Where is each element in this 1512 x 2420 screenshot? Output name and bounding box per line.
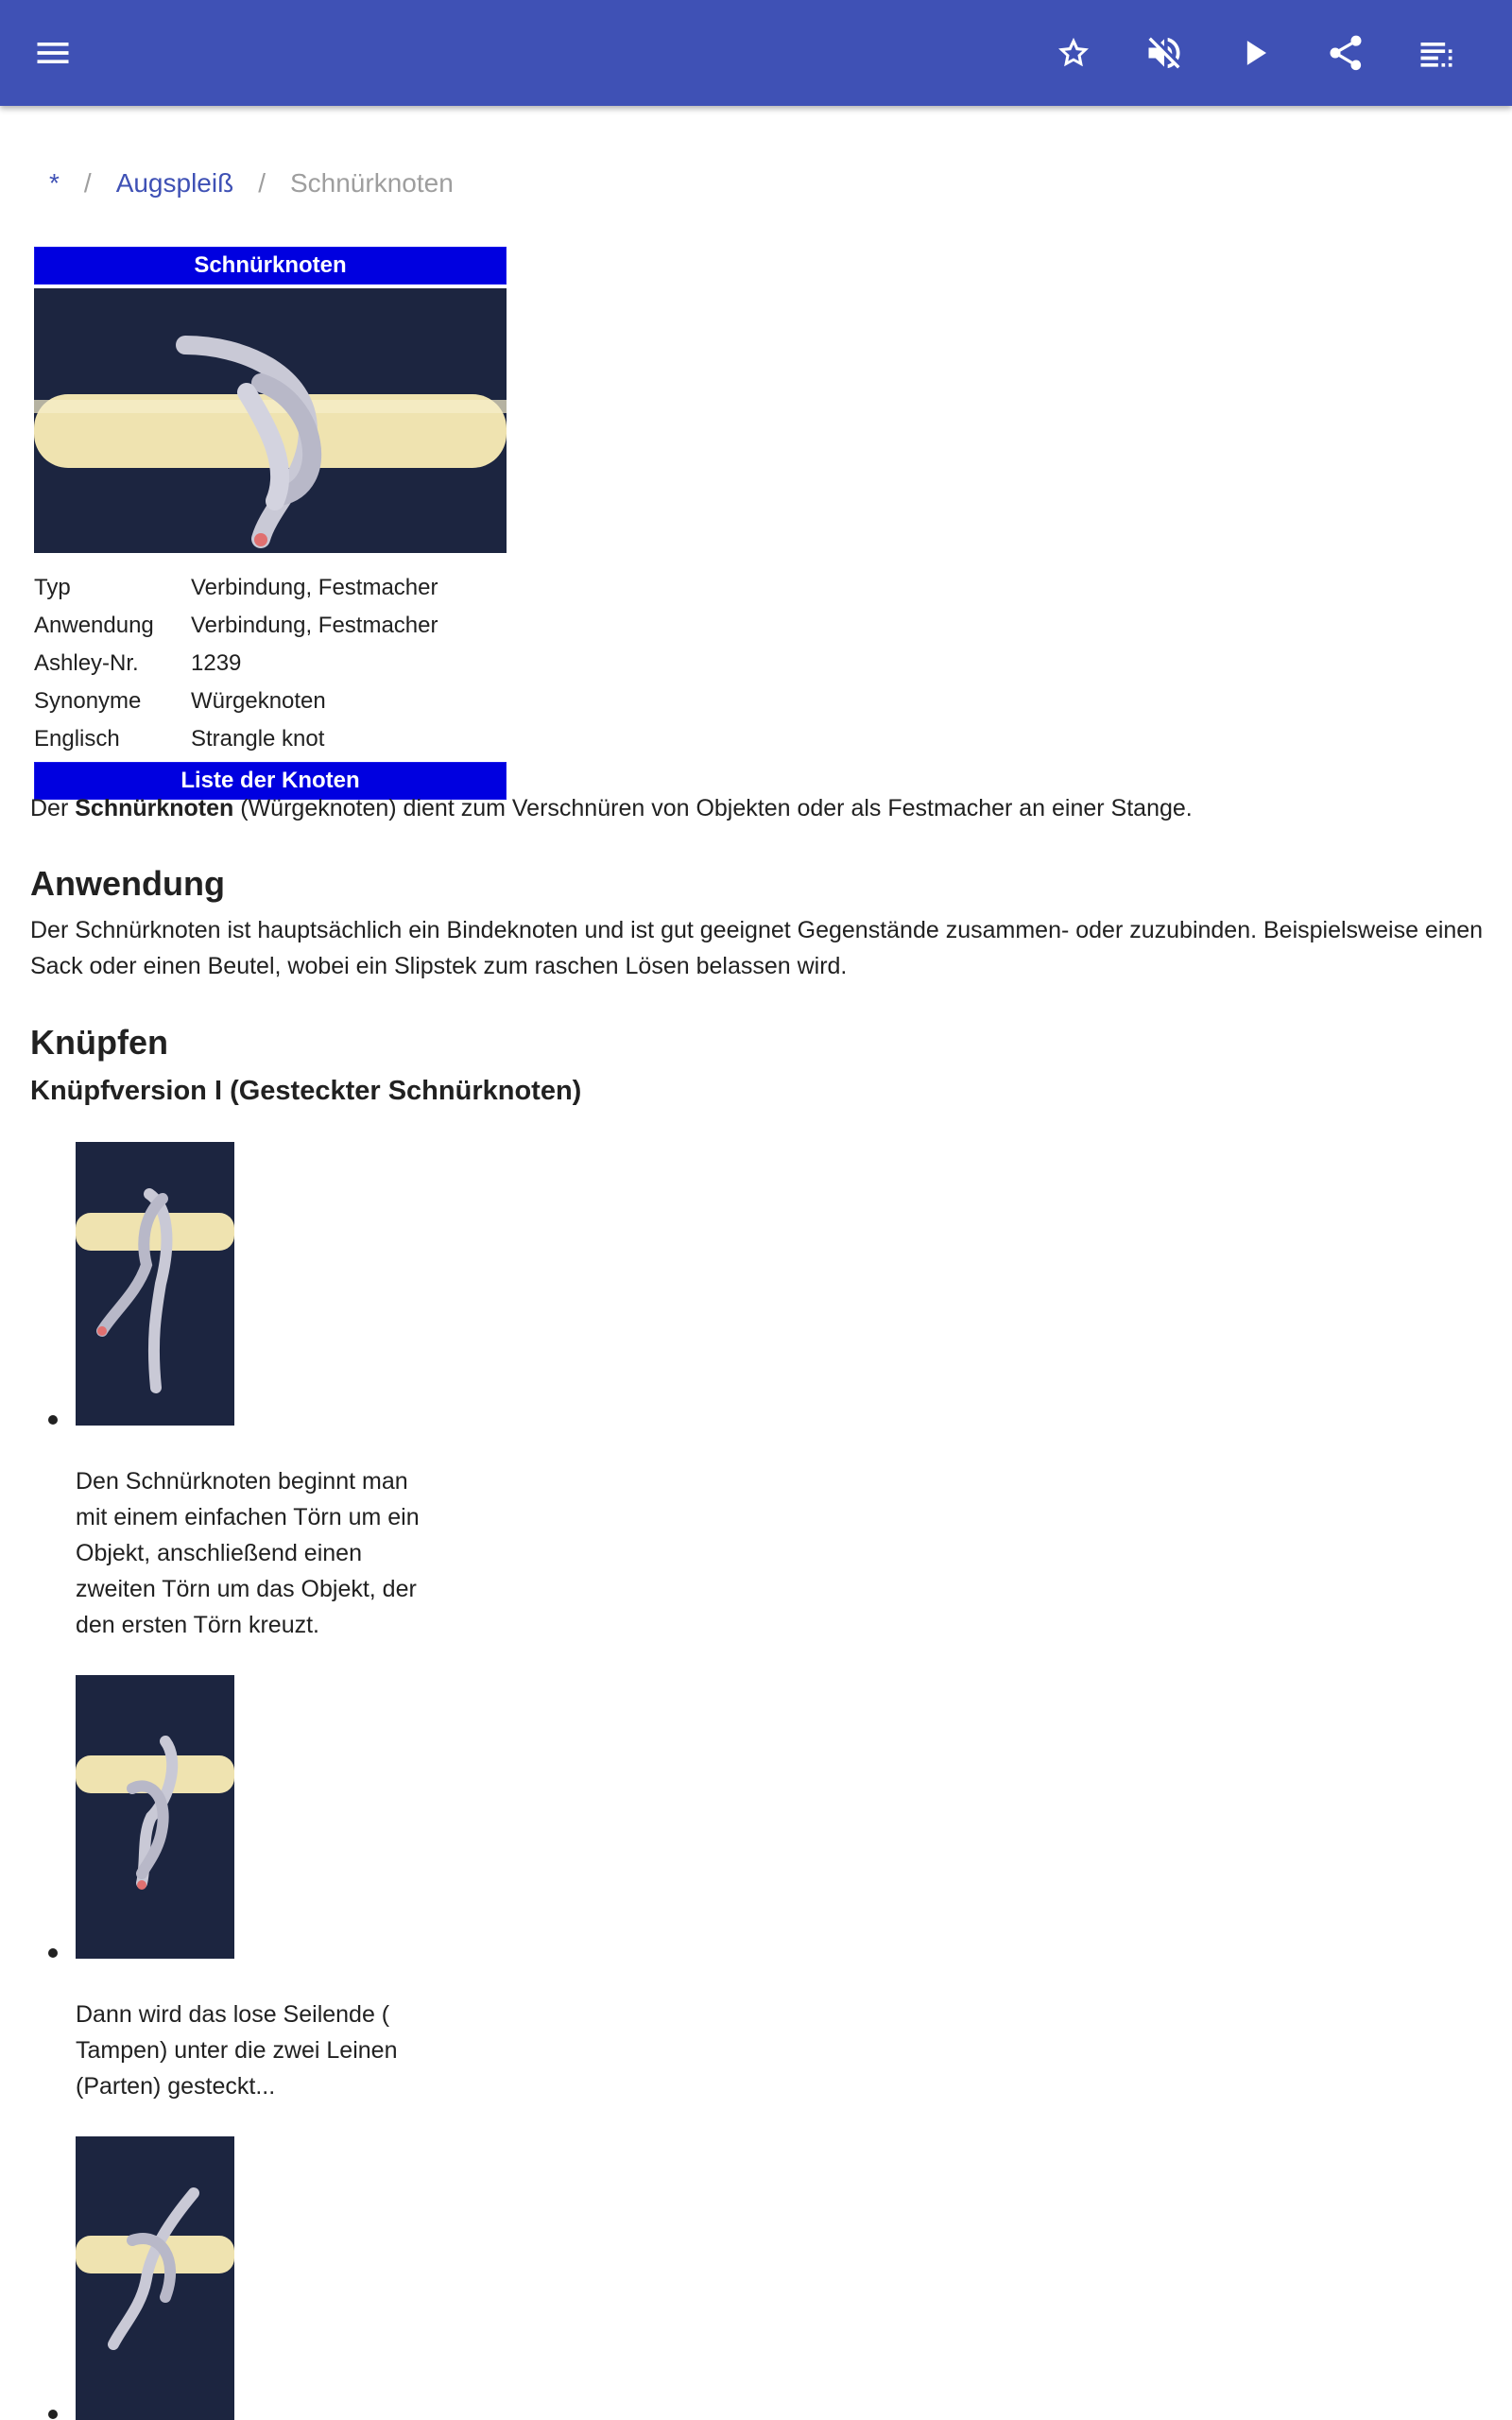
infobox-value: 1239	[191, 650, 242, 676]
list-bullet	[48, 1948, 58, 1958]
section-heading-tying: Knüpfen	[30, 1023, 168, 1062]
step-1-caption: Den Schnürknoten beginnt man mit einem einfachen Törn um ein Objekt, anschließend einen zweiten Törn um das Objekt, der den ersten Törn kreuzt.	[76, 1468, 420, 1638]
infobox-value: Verbindung, Festmacher	[191, 575, 438, 600]
infobox-value: Verbindung, Festmacher	[191, 613, 438, 638]
infobox-key: Ashley-Nr.	[34, 650, 139, 676]
infobox-row	[34, 645, 438, 683]
breadcrumb	[49, 168, 454, 199]
infobox-row	[34, 569, 438, 607]
intro-paragraph	[30, 790, 1193, 826]
breadcrumb-separator: /	[83, 168, 92, 198]
infobox-value: Würgeknoten	[191, 688, 326, 714]
share-icon[interactable]	[1319, 26, 1372, 79]
step-2-photo	[76, 1675, 234, 1959]
infobox-row	[34, 607, 438, 645]
breadcrumb-parent[interactable]: Augspleiß	[115, 168, 234, 198]
infobox-key: Englisch	[34, 726, 120, 752]
breadcrumb-separator: /	[258, 168, 266, 198]
intro-prefix: Der	[30, 795, 76, 821]
intro-rest: (Würgeknoten) dient zum Verschnüren von Objekten oder als Festmacher an einer Stange.	[233, 795, 1193, 821]
infobox-row	[34, 683, 438, 720]
section-heading-usage: Anwendung	[30, 864, 225, 903]
infobox	[34, 247, 507, 800]
menu-icon[interactable]	[26, 26, 79, 79]
infobox-title: Schnürknoten	[34, 247, 507, 285]
intro-bold: Schnürknoten	[75, 795, 234, 821]
breadcrumb-current: Schnürknoten	[289, 168, 454, 198]
infobox-table	[34, 569, 438, 758]
infobox-value: Strangle knot	[191, 726, 325, 752]
knot-photo	[34, 288, 507, 553]
infobox-row	[34, 720, 438, 758]
list-bullet	[48, 1415, 58, 1425]
star-outline-icon[interactable]	[1047, 26, 1100, 79]
volume-off-icon[interactable]	[1138, 26, 1191, 79]
infobox-key: Anwendung	[34, 613, 154, 638]
list-bullet	[48, 2410, 58, 2419]
infobox-key: Typ	[34, 575, 71, 600]
app-bar	[0, 0, 1512, 106]
step-3-photo	[76, 2136, 234, 2420]
playlist-icon[interactable]	[1410, 26, 1463, 79]
infobox-key: Synonyme	[34, 688, 142, 714]
play-icon[interactable]	[1229, 26, 1282, 79]
step-2-caption: Dann wird das lose Seilende ( Tampen) unter die zwei Leinen (Parten) gesteckt...	[76, 2001, 398, 2100]
usage-paragraph: Der Schnürknoten ist hauptsächlich ein Bindeknoten und ist gut geeignet Gegenstände zusammen- oder zuzubinden. Beispielsweise einen Sack oder einen Beutel, wobei ein Slipstek zum raschen Lösen belassen wird.	[30, 917, 1484, 979]
step-1-photo	[76, 1142, 234, 1426]
subsection-heading: Knüpfversion I (Gesteckter Schnürknoten)	[30, 1076, 582, 1106]
knot-list-link[interactable]: Liste der Knoten	[34, 762, 507, 800]
breadcrumb-root[interactable]: *	[49, 168, 60, 198]
